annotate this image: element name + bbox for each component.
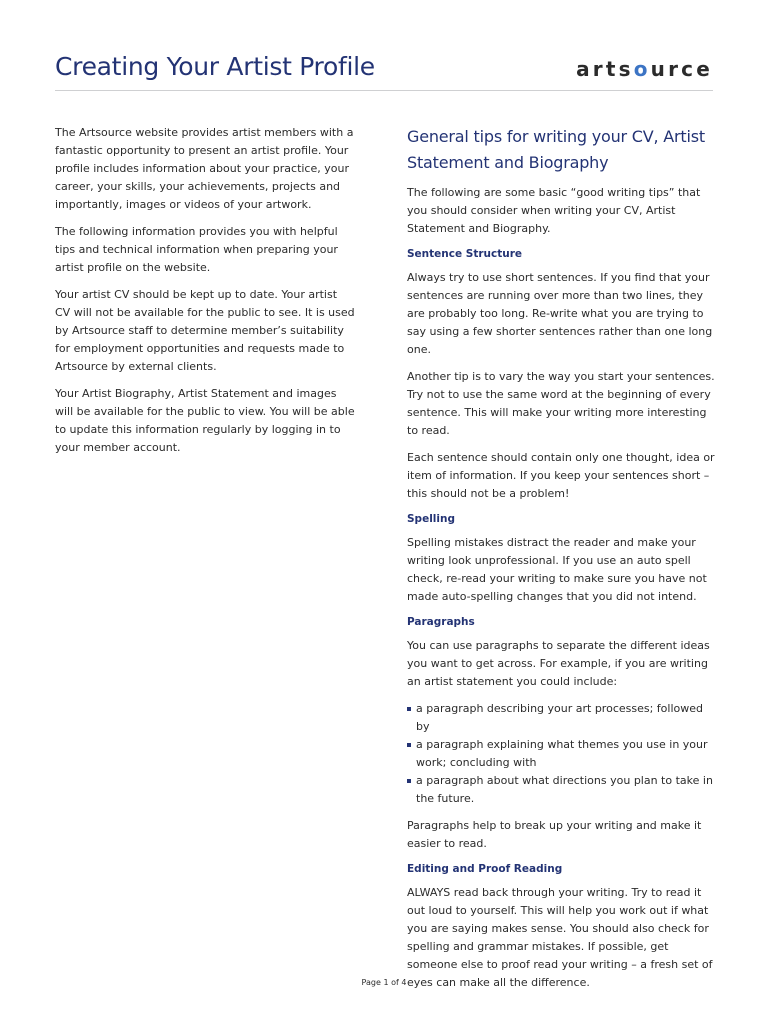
sentence-structure-paragraph: Another tip is to vary the way you start your sentences. Try not to use the same word at the beginning of every sentence. This will make your writing more interesting to read. <box>407 370 715 437</box>
list-item: a paragraph describing your art processes; followed by <box>407 700 719 736</box>
paragraphs-heading: Paragraphs <box>407 616 475 628</box>
artsource-logo <box>576 57 713 81</box>
info-paragraph: The following information provides you with helpful tips and technical information when preparing your artist profile on the website. <box>55 225 338 274</box>
list-item: a paragraph explaining what themes you use in your work; concluding with <box>407 736 719 772</box>
paragraphs-intro: You can use paragraphs to separate the different ideas you want to get across. For example, if you are writing an artist statement you could include: <box>407 639 710 688</box>
left-column <box>55 124 355 466</box>
right-column <box>407 124 719 1001</box>
page-number: Page 1 of 4 <box>361 978 407 987</box>
editing-heading: Editing and Proof Reading <box>407 863 563 875</box>
editing-paragraph: ALWAYS read back through your writing. Try to read it out loud to yourself. This will help you work out if what you are saying makes sense. You should also check for spelling and grammar mistakes. If possible, get someone else to proof read your writing – a fresh set of eyes can make all the difference. <box>407 886 713 989</box>
cv-paragraph: Your artist CV should be kept up to date. Your artist CV will not be available for the public to see. It is used by Artsource staff to determine member’s suitability for employment opportunities and requests made to Artsource by external clients. <box>55 288 355 373</box>
logo-accent-letter: o <box>633 57 651 81</box>
tips-section-title: General tips for writing your CV, Artist Statement and Biography <box>407 127 705 172</box>
paragraph-ideas-list <box>407 700 719 808</box>
spelling-heading: Spelling <box>407 513 455 525</box>
intro-paragraph: The Artsource website provides artist members with a fantastic opportunity to present an artist profile. Your profile includes information about your practice, your career, your skills, your achievements, projects and importantly, images or videos of your artwork. <box>55 126 354 211</box>
logo-text-start: arts <box>576 57 634 81</box>
biography-paragraph: Your Artist Biography, Artist Statement and images will be available for the public to view. You will be able to update this information regularly by logging in to your member account. <box>55 387 355 454</box>
sentence-structure-paragraph: Always try to use short sentences. If you find that your sentences are running over more than two lines, they are probably too long. Re-write what you are trying to say using a few shorter sentences rather than one long one. <box>407 271 713 356</box>
page-header <box>55 48 713 91</box>
spelling-paragraph: Spelling mistakes distract the reader and make your writing look unprofessional. If you use an auto spell check, re-read your writing to make sure you have not made auto-spelling changes that you did not intend. <box>407 536 707 603</box>
sentence-structure-heading: Sentence Structure <box>407 248 523 260</box>
list-item: a paragraph about what directions you plan to take in the future. <box>407 772 719 808</box>
tips-intro: The following are some basic “good writing tips” that you should consider when writing your CV, Artist Statement and Biography. <box>407 186 701 235</box>
page-title: Creating Your Artist Profile <box>55 52 375 81</box>
logo-text-end: urce <box>650 57 713 81</box>
sentence-structure-paragraph: Each sentence should contain only one thought, idea or item of information. If you keep your sentences short – this should not be a problem! <box>407 451 715 500</box>
paragraphs-outro: Paragraphs help to break up your writing and make it easier to read. <box>407 819 702 850</box>
